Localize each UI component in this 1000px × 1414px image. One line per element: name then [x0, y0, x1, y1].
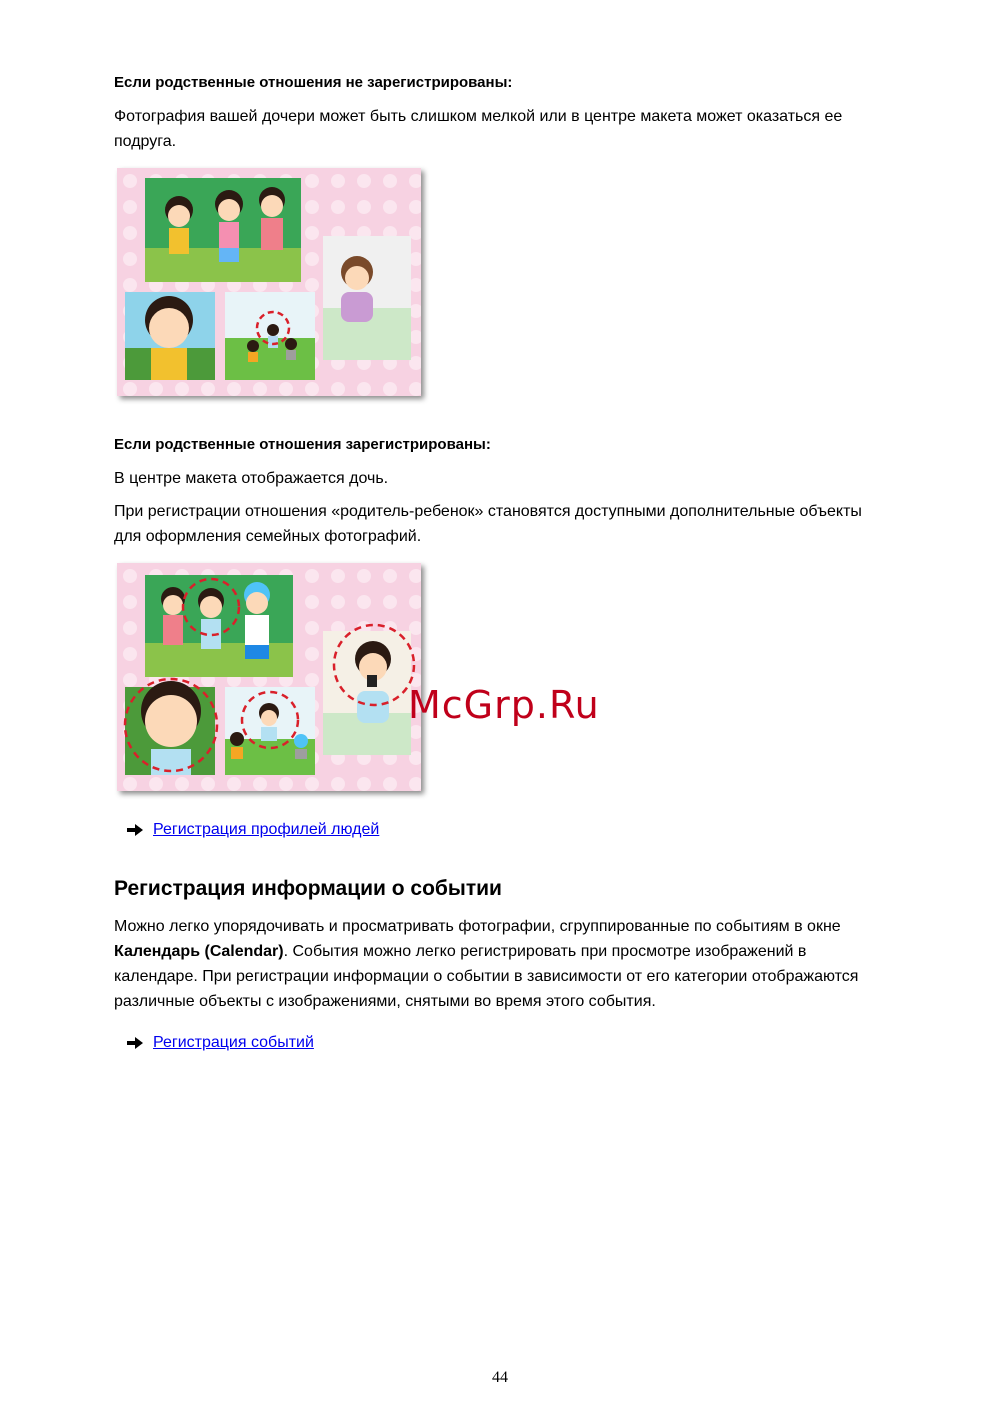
text-line: для оформления семейных фотографий.: [114, 528, 422, 545]
heading-not-registered: Если родственные отношения не зарегистрированы:: [114, 74, 513, 91]
text-line: различные объекты с изображениями, снятыми во время этого события.: [114, 993, 656, 1010]
heading-registered: Если родственные отношения зарегистрированы:: [114, 436, 491, 453]
paragraph-parent-child: [114, 499, 904, 549]
text-line: При регистрации отношения «родитель-ребенок» становятся доступными дополнительные объекты: [114, 503, 862, 520]
page-number: 44: [492, 1369, 508, 1386]
section-title-event-info: Регистрация информации о событии: [114, 877, 502, 900]
text-line: календаре. При регистрации информации о событии в зависимости от его категории отображаются: [114, 968, 859, 985]
arrow-right-icon: [127, 824, 143, 836]
paragraph-event-info: [114, 914, 914, 1014]
watermark: McGrp.Ru: [408, 683, 600, 727]
calendar-term: Календарь (Calendar): [114, 943, 284, 960]
text-span: . События можно легко регистрировать при просмотре изображений в: [283, 943, 807, 960]
link-event-registration[interactable]: Регистрация событий: [153, 1034, 314, 1051]
arrow-right-icon: [127, 1037, 143, 1049]
layout-illustration-registered: [117, 563, 421, 791]
text-line: Фотография вашей дочери может быть слишком мелкой или в центре макета может оказаться ее: [114, 108, 843, 125]
photo-group: [145, 178, 301, 282]
paragraph-daughter-center: В центре макета отображается дочь.: [114, 470, 389, 487]
paragraph-not-registered: [114, 104, 904, 154]
link-row-people-profiles: [127, 821, 379, 839]
text-line: Можно легко упорядочивать и просматривать фотографии, сгруппированные по событиям в окне: [114, 918, 841, 935]
layout-illustration-unregistered: [117, 168, 421, 396]
text-line: [114, 939, 914, 964]
text-line: подруга.: [114, 133, 177, 150]
link-row-events: [127, 1034, 314, 1052]
link-people-profiles[interactable]: Регистрация профилей людей: [153, 821, 380, 838]
